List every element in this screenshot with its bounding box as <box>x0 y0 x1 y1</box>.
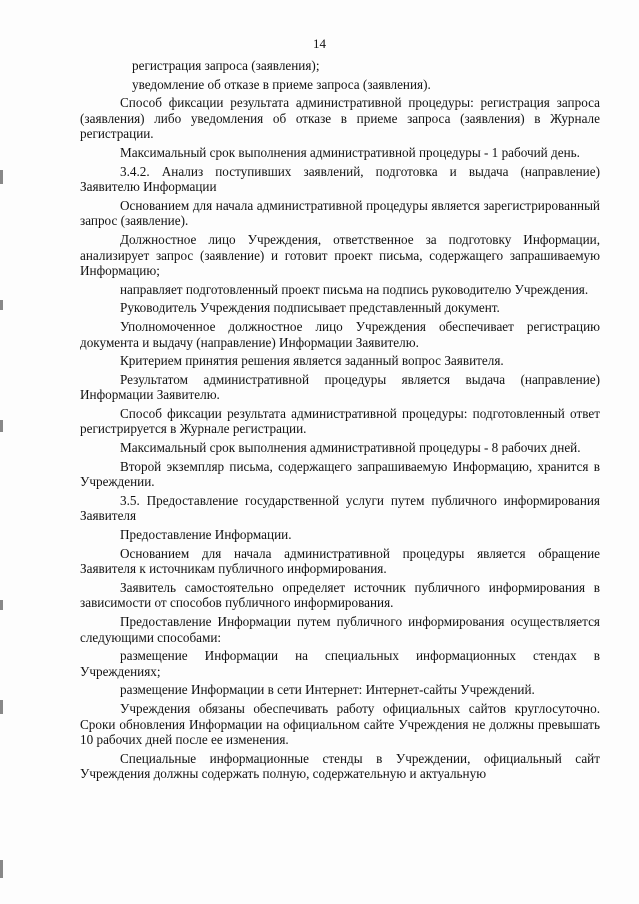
paragraph: регистрация запроса (заявления); <box>132 58 320 73</box>
paragraph: размещение Информации на специальных информационных стендах в Учреждениях; <box>80 648 600 679</box>
paragraph: Результатом административной процедуры является выдача (направление) Информации Заявителю. <box>80 371 600 403</box>
paragraph: размещение Информации в сети Интернет: Интернет-сайты Учреждений. <box>120 682 535 698</box>
scan-mark <box>0 700 3 714</box>
paragraph: Критерием принятия решения является заданный вопрос Заявителя. <box>120 353 504 369</box>
scan-mark <box>0 300 3 310</box>
paragraph: Способ фиксации результата административной процедуры: подготовленный ответ регистрируется в Журнале регистрации. <box>80 405 600 437</box>
paragraph: Учреждения обязаны обеспечивать работу официальных сайтов круглосуточно. Сроки обновления Информации на официальном сайте Учреждения не должны превышать 10 рабочих дней после ее изменения. <box>80 700 600 748</box>
paragraph: Руководитель Учреждения подписывает представленный документ. <box>120 300 500 316</box>
paragraph: направляет подготовленный проект письма на подпись руководителю Учреждения. <box>120 281 589 297</box>
document-body <box>80 58 600 785</box>
page-number: 14 <box>313 36 326 51</box>
paragraph: Максимальный срок выполнения административной процедуры - 8 рабочих дней. <box>120 440 581 456</box>
paragraph: Предоставление Информации путем публичного информирования осуществляется следующими способами: <box>80 614 600 645</box>
paragraph: Основанием для начала административной процедуры является зарегистрированный запрос (заявление). <box>80 197 600 229</box>
scan-mark <box>0 420 3 432</box>
paragraph: 3.4.2. Анализ поступивших заявлений, подготовка и выдача (направление) Заявителю Информации <box>80 163 600 195</box>
paragraph: уведомление об отказе в приеме запроса (заявления). <box>132 76 431 92</box>
paragraph: Способ фиксации результата административной процедуры: регистрация запроса (заявления) либо уведомления об отказе в приеме запроса (заявления) в Журнале регистрации. <box>80 95 600 142</box>
paragraph: Основанием для начала административной процедуры является обращение Заявителя к источникам публичного информирования. <box>80 545 600 577</box>
scan-mark <box>0 600 3 610</box>
paragraph: 3.5. Предоставление государственной услуги путем публичного информирования Заявителя <box>80 492 600 524</box>
paragraph: Максимальный срок выполнения административной процедуры - 1 рабочий день. <box>120 144 580 160</box>
paragraph: Предоставление Информации. <box>120 527 292 543</box>
paragraph: Уполномоченное должностное лицо Учреждения обеспечивает регистрацию документа и выдачу (направление) Информации Заявителю. <box>80 318 600 350</box>
paragraph: Заявитель самостоятельно определяет источник публичного информирования в зависимости от способов публичного информирования. <box>80 579 600 611</box>
paragraph: Второй экземпляр письма, содержащего запрашиваемую Информацию, хранится в Учреждении. <box>80 458 600 490</box>
scan-mark <box>0 860 3 878</box>
scan-edge-marks <box>0 0 8 904</box>
paragraph: Специальные информационные стенды в Учреждении, официальный сайт Учреждения должны содержать полную, содержательную и актуальную <box>80 750 600 782</box>
paragraph: Должностное лицо Учреждения, ответственное за подготовку Информации, анализирует запрос (заявление) и готовит проект письма, содержащего запрашиваемую Информацию; <box>80 231 600 279</box>
scan-mark <box>0 170 3 184</box>
